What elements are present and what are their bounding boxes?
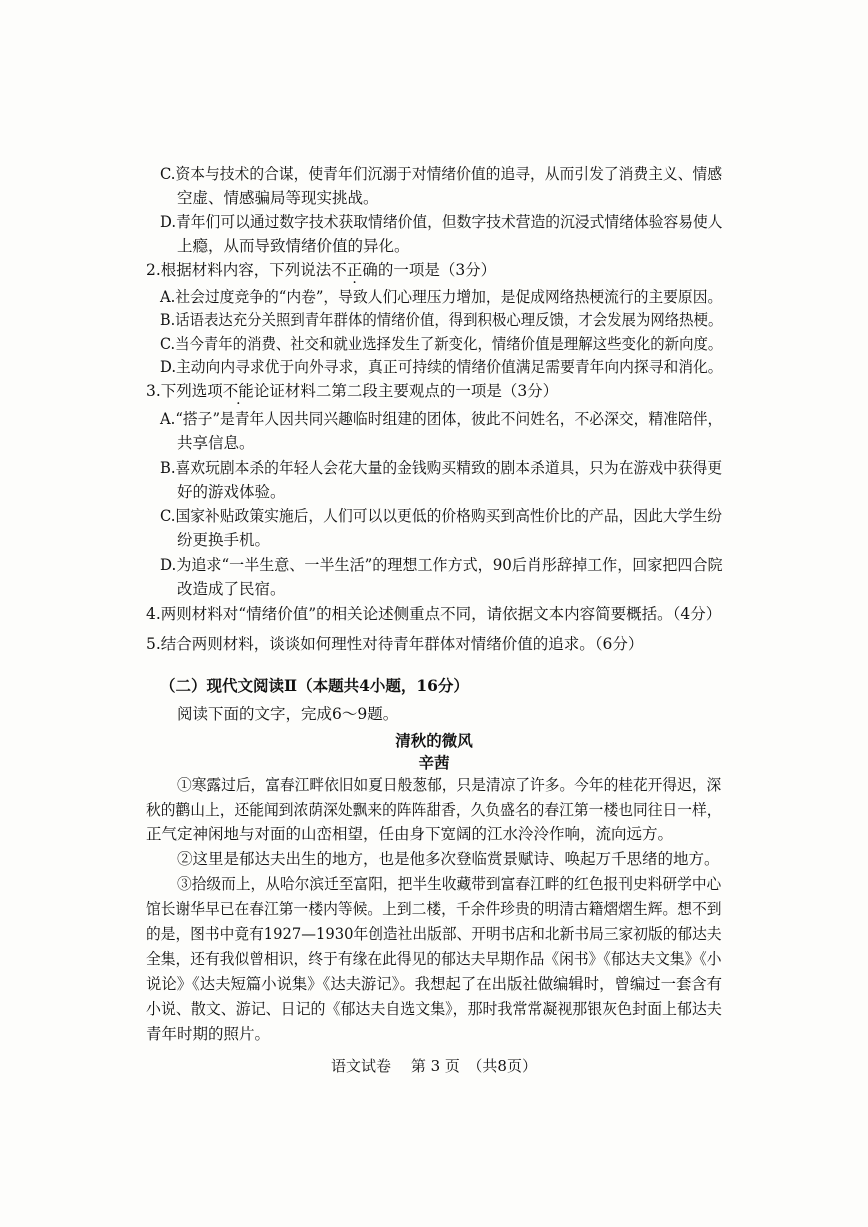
article-p3-line7: 青年时期的照片。 [146, 1025, 271, 1043]
q1-option-d-line2: 上瘾，从而导致情绪价值的异化。 [177, 237, 410, 255]
q3-option-d-line1: D.为追求“一半生意、一半生活”的理想工作方式，90后肖彤辞掉工作，回家把四合院 [160, 556, 723, 574]
q2-stem-prefix: 2.根据材料内容，下列说法 [146, 261, 332, 279]
article-title: 清秋的微风 [395, 731, 473, 750]
q3-stem-prefix: 3.下列选项 [146, 382, 223, 400]
article-p1-line2: 秋的鹳山上，还能闻到浓荫深处飘来的阵阵甜香，久负盛名的春江第一楼也同往日一样， [146, 801, 722, 819]
article-p2-line1: ②这里是郁达夫出生的地方，也是他多次登临赏景赋诗、唤起万千思绪的地方。 [177, 850, 720, 868]
q2-option-c: C.当今青年的消费、社交和就业选择发生了新变化，情绪价值是理解这些变化的新向度。 [160, 335, 723, 353]
article-p1-line3: 正气定神闲地与对面的山峦相望，任由身下宽阔的江水泠泠作响，流向远方。 [146, 825, 674, 843]
q4-question: 4.两则材料对“情绪价值”的相关论述侧重点不同，请依据文本内容简要概括。（4分） [146, 605, 722, 623]
q3-option-c-line2: 纷更换手机。 [177, 531, 271, 549]
q1-option-d-line1: D.青年们可以通过数字技术获取情绪价值，但数字技术营造的沉浸式情绪体验容易使人 [160, 213, 723, 231]
article-p3-line1: ③拾级而上，从哈尔滨迁至富阳，把半生收藏带到富春江畔的红色报刊史料研学中心 [177, 875, 722, 893]
q2-option-d: D.主动向内寻求优于向外寻求，真正可持续的情绪价值满足需要青年向内探寻和消化。 [160, 358, 723, 376]
q3-option-d-line2: 改造成了民宿。 [177, 580, 286, 598]
q1-option-c-line1: C.资本与技术的合谋，使青年们沉溺于对情绪价值的追寻，从而引发了消费主义、情感 [160, 165, 723, 183]
q3-stem-emphasis: 不能 [222, 382, 254, 400]
section2-heading: （二）现代文阅读Ⅱ（本题共4小题，16分） [160, 676, 469, 695]
article-p3-line4: 全集，还有我似曾相识，终于有缘在此得见的郁达夫早期作品《闲书》《郁达夫文集》《小 [146, 950, 722, 968]
q2-option-b: B.话语表达充分关照到青年群体的情绪价值，得到积极心理反馈，才会发展为网络热梗。 [160, 311, 723, 329]
q3-option-a-line1: A.“搭子”是青年人因共同兴趣临时组建的团体，彼此不问姓名，不必深交，精准陪伴， [160, 410, 723, 428]
q3-option-b-line1: B.喜欢玩剧本杀的年轻人会花大量的金钱购买精致的剧本杀道具，只为在游戏中获得更 [160, 459, 723, 477]
article-p3-line3: 的是，图书中竟有1927—1930年创造社出版部、开明书店和北新书局三家初版的郁达夫 [146, 925, 722, 943]
q2-stem-emphasis: 不正确 [331, 261, 378, 279]
article-p3-line2: 馆长谢华早已在春江第一楼内等候。上到二楼，千余件珍贵的明清古籍熠熠生辉。想不到 [146, 900, 722, 918]
q5-question: 5.结合两则材料，谈谈如何理性对待青年群体对情绪价值的追求。（6分） [146, 635, 644, 653]
section2-instruction: 阅读下面的文字，完成6～9题。 [177, 705, 399, 723]
q3-option-c-line1: C.国家补贴政策实施后，人们可以以更低的价格购买到高性价比的产品，因此大学生纷 [160, 507, 723, 525]
article-author: 辛茜 [418, 753, 450, 772]
article-p3-line5: 说论》《达夫短篇小说集》《达夫游记》。我想起了在出版社做编辑时，曾编过一套含有 [146, 975, 723, 993]
q2-stem [146, 260, 496, 280]
q2-stem-suffix: 的一项是（3分） [377, 261, 497, 279]
q1-option-c-line2: 空虚、情感骗局等现实挑战。 [177, 189, 379, 207]
q2-option-a: A.社会过度竞争的“内卷”，导致人们心理压力增加，是促成网络热梗流行的主要原因。 [160, 288, 723, 306]
q3-option-a-line2: 共享信息。 [177, 434, 255, 452]
page-footer: 语文试卷 第 3 页 （共8页） [331, 1057, 537, 1075]
article-p1-line1: ①寒露过后，富春江畔依旧如夏日般葱郁，只是清凉了许多。今年的桂花开得迟，深 [177, 776, 722, 794]
q3-stem-suffix: 论证材料二第二段主要观点的一项是（3分） [253, 382, 559, 400]
q3-stem [146, 381, 558, 401]
article-p3-line6: 小说、散文、游记、日记的《郁达夫自选文集》，那时我常常凝视那银灰色封面上郁达夫 [146, 1000, 722, 1018]
q3-option-b-line2: 好的游戏体验。 [177, 483, 286, 501]
